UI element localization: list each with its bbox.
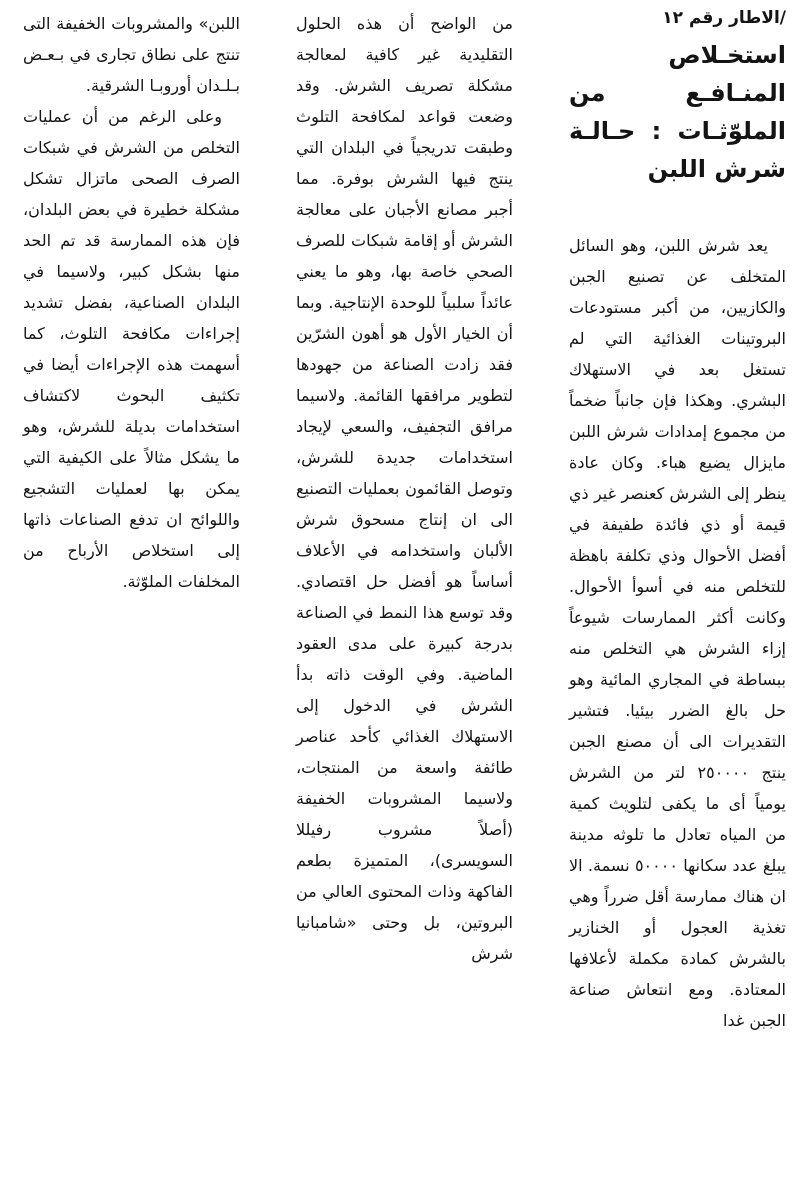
- paragraph: من الواضح أن هذه الحلول التقليدية غير كافية لمعالجة مشكلة تصريف الشرش. وقد وضعت قواعد لمكافحة التلوث وطبقت تدريجياً في البلدان التي ينتج فيها الشرش بوفرة. مما أجبر مصانع الأجبان على معالجة الشرش أو إقامة شبكات للصرف الصحي خاصة بها، وهو ما يعني عائداً سلبياً للوحدة الإنتاجية. وبما أن الخيار الأول هو أهون الشرّين فقد زادت الصناعة من جهودها لتطوير مرافقها القائمة. ولاسيما مرافق التجفيف، والسعي لإيجاد استخدامات جديدة للشرش، وتوصل القائمون بعمليات التصنيع الى ان إنتاج مسحوق شرش الألبان واستخدامه في الأعلاف أساساً هو أفضل حل اقتصادي. وقد توسع هذا النمط في الصناعة بدرجة كبيرة على مدى العقود الماضية. وفي الوقت ذاته بدأ الشرش في الدخول إلى الاستهلاك الغذائي كأحد عناصر طائفة واسعة من المنتجات، ولاسيما المشروبات الخفيفة (أصلاً مشروب رفيللا السويسرى)، المتميزة بطعم الفاكهة وذات المحتوى العالي من البروتين، بل وحتى «شامبانيا شرش: [296, 14, 513, 963]
- column-right-text: [569, 230, 786, 1036]
- text-columns: [14, 8, 786, 1183]
- frame-label: /الاطار رقم ١٢: [662, 8, 786, 28]
- column-left-text: [23, 8, 240, 597]
- column-right: [569, 8, 786, 1183]
- article-title: استخـلاص المنـافـع من الملوّثـات : حـالـة شرش اللبن: [569, 41, 786, 183]
- paragraph: وعلى الرغم من أن عمليات التخلص من الشرش في شبكات الصرف الصحى ماتزال تشكل مشكلة خطيرة في بعض البلدان، فإن هذه الممارسة قد تم الحد منها بشكل كبير، ولاسيما في البلدان الصناعية، بفضل تشديد إجراءات مكافحة التلوث، كما أسهمت هذه الإجراءات أيضا في تكثيف البحوث لاكتشاف استخدامات بديلة للشرش، وهو ما يشكل مثالاً على الكيفية التي يمكن بها لعمليات التشجيع واللوائح ان تدفع الصناعات ذاتها إلى استخلاص الأرباح من المخلفات الملوّثة.: [23, 107, 240, 591]
- paragraph: يعد شرش اللبن، وهو السائل المتخلف عن تصنيع الجبن والكازيين، من أكبر مستودعات البروتينات الغذائية التي لم تستغل بعد في الاستهلاك البشري. وهكذا فإن جانباً ضخماً من مجموع إمدادات شرش اللبن مايزال يضيع هباء. وكان عادة ينظر إلى الشرش كعنصر غير ذي قيمة أو ذي فائدة طفيفة في أفضل الأحوال وذي تكلفة باهظة للتخلص منه في أسوأ الأحوال. وكانت أكثر الممارسات شيوعاً إزاء الشرش هي التخلص منه ببساطة في المجاري المائية وهو حل بالغ الضرر بيئيا. فتشير التقديرات الى أن مصنع الجبن ينتج ٢٥٠٠٠٠ لتر من الشرش يومياً أى ما يكفى لتلويث كمية من المياه تعادل ما تلوثه مدينة يبلغ عدد سكانها ٥٠٠٠٠ نسمة. الا ان هناك ممارسة أقل ضرراً وهي تغذية العجول أو الخنازير بالشرش كمادة مكملة لأعلافها المعتادة. ومع انتعاش صناعة الجبن غدا: [569, 236, 786, 1030]
- column-left: [23, 8, 240, 1183]
- column-middle: [296, 8, 513, 1183]
- column-middle-text: [296, 8, 513, 969]
- paragraph: اللبن» والمشروبات الخفيفة التى تنتج على نطاق تجارى في بـعـض بـلـدان أوروبـا الشرقية.: [23, 14, 240, 95]
